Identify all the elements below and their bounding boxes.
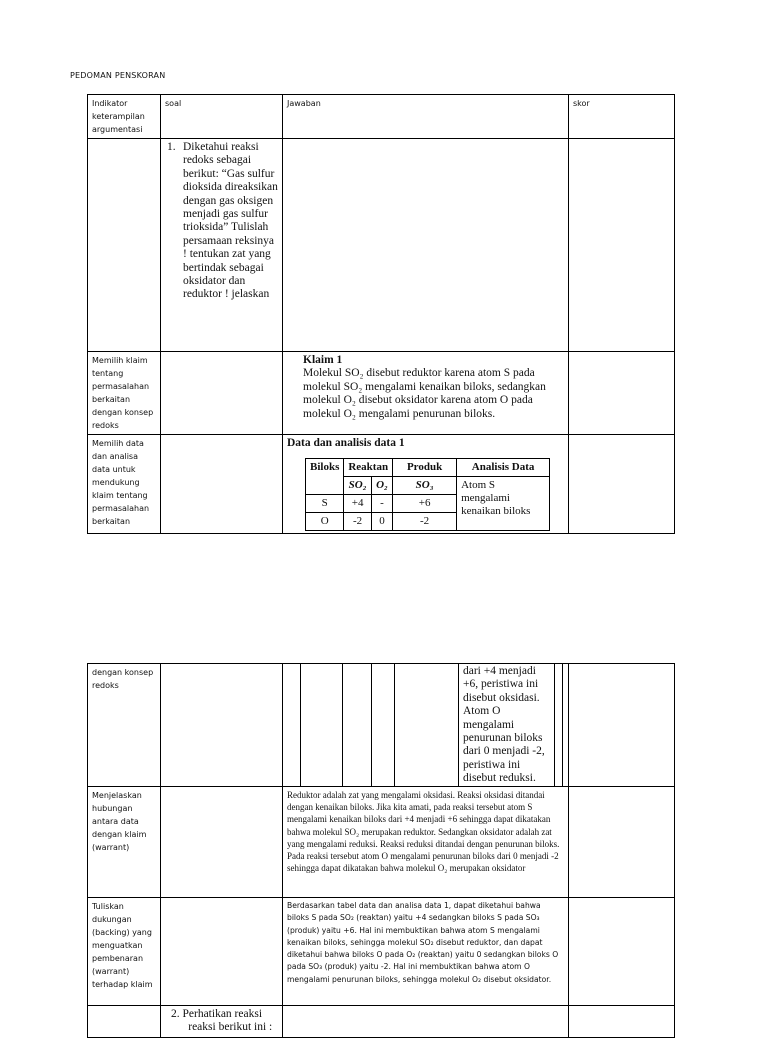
row-s-o2: - <box>371 495 392 513</box>
row-s-so3: +6 <box>393 495 457 513</box>
divider <box>371 664 372 786</box>
produk-header: Produk <box>393 459 457 477</box>
scoring-table-2 <box>87 663 675 1038</box>
row-o-so2: -2 <box>344 513 371 531</box>
divider <box>458 664 459 786</box>
header-soal: soal <box>161 95 283 139</box>
row-o-label: O <box>306 513 344 531</box>
divider <box>562 664 563 786</box>
table-header-row <box>88 95 675 139</box>
data-indicator: Memilih data dan analisa data untuk mendukung klaim tentang permasalahan berkaitan <box>88 435 161 534</box>
o2-subheader: O₂ <box>371 477 392 495</box>
so2-subheader: SO₂ <box>344 477 371 495</box>
claim-title: Klaim 1 <box>303 354 343 366</box>
soal-1-number: 1. <box>167 141 176 153</box>
empty-cell <box>161 435 283 534</box>
row-o-o2: 0 <box>371 513 392 531</box>
claim-text: Molekul SO₂ disebut reduktor karena atom S pada molekul SO₂ mengalami kenaikan biloks, sedangkan molekul O₂ disebut oksidator karena atom O pada molekul O₂ mengalami penurunan biloks. <box>303 367 546 420</box>
table-row <box>88 139 675 352</box>
empty-cell <box>569 1006 675 1038</box>
claim-indicator: Memilih klaim tentang permasalahan berkaitan dengan konsep redoks <box>88 352 161 435</box>
analisis-text: Atom S mengalami kenaikan biloks <box>457 477 550 531</box>
row-s-label: S <box>306 495 344 513</box>
empty-cell <box>161 898 283 1006</box>
row-o-so3: -2 <box>393 513 457 531</box>
divider <box>554 664 555 786</box>
soal-2-text: 2. Perhatikan reaksi reaksi berikut ini : <box>161 1006 283 1038</box>
data-answer <box>283 435 569 534</box>
divider <box>394 664 395 786</box>
empty-cell <box>283 1006 569 1038</box>
continued-analysis: dari +4 menjadi +6, peristiwa ini disebut oksidasi. Atom O mengalami penurunan biloks dari 0 menjadi -2, peristiwa ini disebut reduksi. <box>463 665 545 785</box>
data-title: Data dan analisis data 1 <box>287 437 405 449</box>
empty-cell <box>569 352 675 435</box>
reaktan-header: Reaktan <box>344 459 393 477</box>
empty-cell <box>569 139 675 352</box>
empty-cell <box>569 664 675 787</box>
header-skor: skor <box>569 95 675 139</box>
continued-indicator: dengan konsep redoks <box>88 664 161 787</box>
empty-cell <box>569 435 675 534</box>
biloks-table <box>305 458 550 531</box>
table-row <box>88 352 675 435</box>
empty-cell <box>88 1006 161 1038</box>
divider <box>300 664 301 786</box>
table-row <box>88 787 675 898</box>
empty-cell <box>161 787 283 898</box>
table-row <box>88 664 675 787</box>
soal-1-cell <box>161 139 283 352</box>
biloks-header: Biloks <box>306 459 344 495</box>
table-row <box>88 898 675 1006</box>
claim-answer <box>283 352 569 435</box>
header-jawaban: Jawaban <box>283 95 569 139</box>
empty-cell <box>569 898 675 1006</box>
warrant-answer: Reduktor adalah zat yang mengalami oksidasi. Reaksi oksidasi ditandai dengan kenaikan biloks. Jika kita amati, pada reaksi tersebut atom S mengalami kenaikan biloks dari +4 menjadi +6 sehingga dapat dikatakan bahwa molekul SO₂ merupakan reduktor. Sedangkan oksidator adalah zat yang mengalami reduksi. Reaksi reduksi ditandai dengan penurunan biloks. Pada reaksi tersebut atom O mengalami penurunan biloks dari 0 menjadi -2 sehingga dapat dikatakan bahwa molekul O₂ merupakan oksidator <box>283 787 569 898</box>
empty-cell <box>88 139 161 352</box>
continued-answer <box>283 664 569 787</box>
backing-answer: Berdasarkan tabel data dan analisa data 1, dapat diketahui bahwa biloks S pada SO₂ (reaktan) yaitu +4 sedangkan biloks S pada SO₃ (produk) yaitu +6. Hal ini membuktikan bahwa atom S mengalami kenaikan biloks, sehingga molekul SO₂ disebut reduktor, dan dapat diketahui bahwa biloks O pada O₂ (reaktan) yaitu 0 sedangkan biloks O pada SO₃ (produk) yaitu -2. Hal ini membuktikan bahwa atom O mengalami penurunan biloks, sehingga molekul O₂ disebut oksidator. <box>283 898 569 1006</box>
empty-cell <box>161 664 283 787</box>
table-row <box>88 1006 675 1038</box>
row-s-so2: +4 <box>344 495 371 513</box>
table-row <box>88 435 675 534</box>
empty-cell <box>283 139 569 352</box>
so3-subheader: SO₃ <box>393 477 457 495</box>
soal-1-text: Diketahui reaksi redoks sebagai berikut: “Gas sulfur dioksida direaksikan dengan gas oksigen menjadi gas sulfur trioksida” Tulislah persamaan reksinya ! tentukan zat yang bertindak sebagai oksidator dan reduktor ! jelaskan <box>183 141 278 301</box>
header-indikator: Indikator keterampilan argumentasi <box>88 95 161 139</box>
page-title: PEDOMAN PENSKORAN <box>70 71 166 80</box>
empty-cell <box>569 787 675 898</box>
divider <box>342 664 343 786</box>
scoring-table-1 <box>87 94 675 534</box>
analisis-header: Analisis Data <box>457 459 550 477</box>
empty-cell <box>161 352 283 435</box>
backing-indicator: Tuliskan dukungan (backing) yang menguatkan pembenaran (warrant) terhadap klaim <box>88 898 161 1006</box>
warrant-indicator: Menjelaskan hubungan antara data dengan klaim (warrant) <box>88 787 161 898</box>
